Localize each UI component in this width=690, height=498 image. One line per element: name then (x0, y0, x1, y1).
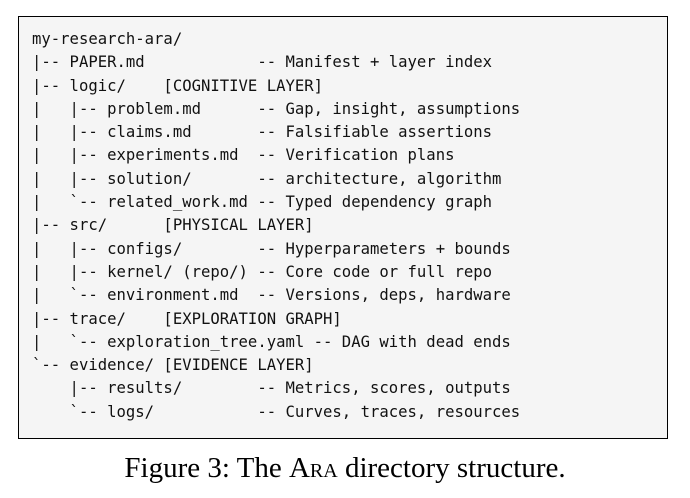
tree-line-experiments-md: | |-- experiments.md -- Verification plans (32, 146, 455, 165)
tree-line-results-dir: |-- results/ -- Metrics, scores, outputs (32, 379, 511, 398)
caption-system-name: Ara (288, 452, 338, 484)
directory-tree-box (18, 16, 668, 439)
tree-line-logs-dir: `-- logs/ -- Curves, traces, resources (32, 402, 521, 421)
tree-line-evidence-dir: `-- evidence/ [EVIDENCE LAYER] (32, 356, 314, 375)
tree-line-kernel-dir: | |-- kernel/ (repo/) -- Core code or full repo (32, 262, 493, 281)
tree-line-solution-dir: | |-- solution/ -- architecture, algorithm (32, 169, 502, 188)
tree-line-environment-md: | `-- environment.md -- Versions, deps, hardware (32, 286, 511, 305)
tree-line-root: my-research-ara/ (32, 30, 183, 48)
tree-line-src-dir: |-- src/ [PHYSICAL LAYER] (32, 216, 314, 235)
tree-line-paper-md: |-- PAPER.md -- Manifest + layer index (32, 53, 493, 72)
tree-line-exploration-tree-yaml: | `-- exploration_tree.yaml -- DAG with dead ends (32, 332, 511, 351)
tree-line-configs-dir: | |-- configs/ -- Hyperparameters + bounds (32, 239, 511, 258)
tree-line-logic-dir: |-- logic/ [COGNITIVE LAYER] (32, 76, 324, 95)
tree-line-problem-md: | |-- problem.md -- Gap, insight, assumptions (32, 99, 521, 118)
tree-line-claims-md: | |-- claims.md -- Falsifiable assertions (32, 123, 493, 142)
tree-line-trace-dir: |-- trace/ [EXPLORATION GRAPH] (32, 309, 342, 328)
caption-prefix: Figure 3: The (124, 452, 289, 484)
caption-suffix: directory structure. (337, 452, 566, 484)
tree-line-related-work-md: | `-- related_work.md -- Typed dependency graph (32, 193, 493, 212)
figure-caption (0, 452, 690, 485)
